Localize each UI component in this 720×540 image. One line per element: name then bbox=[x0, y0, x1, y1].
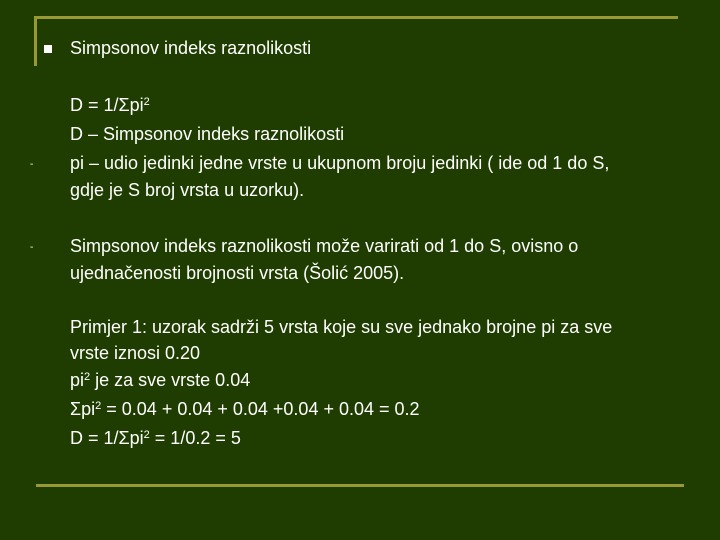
dash-bullet-icon: - bbox=[30, 242, 34, 253]
range-line2: ujednačenosti brojnosti vrsta (Šolić 2005). bbox=[70, 263, 405, 283]
dash-bullet-icon: - bbox=[30, 159, 34, 170]
range-line1: Simpsonov indeks raznolikosti može varirati od 1 do S, ovisno o bbox=[70, 236, 579, 256]
pi-definition-line2: gdje je S broj vrsta u uzorku). bbox=[70, 180, 305, 200]
top-rule bbox=[34, 16, 678, 19]
example-line4: Σpi$^2$ = 0.04 + 0.04 + 0.04 +0.04 + 0.04 = 0.2 bbox=[70, 399, 420, 419]
left-rule bbox=[34, 16, 37, 66]
example-line5: D = 1/Σpi$^2$ = 1/0.2 = 5 bbox=[70, 428, 241, 448]
slide-heading: Simpsonov indeks raznolikosti bbox=[70, 38, 312, 58]
example-line3: $pi^2$ je za sve vrste 0.04 bbox=[70, 370, 251, 390]
formula-line: D = 1/Σpi$^2$ bbox=[70, 95, 150, 115]
d-definition: D – Simpsonov indeks raznolikosti bbox=[70, 124, 345, 144]
square-bullet-icon bbox=[44, 45, 52, 53]
example-line1: Primjer 1: uzorak sadrži 5 vrsta koje su sve jednako brojne pi za sve bbox=[70, 317, 613, 337]
bottom-rule bbox=[36, 484, 684, 487]
pi-definition-line1: pi – udio jedinki jedne vrste u ukupnom broju jedinki ( ide od 1 do S, bbox=[70, 153, 610, 173]
example-line2: vrste iznosi 0.20 bbox=[70, 343, 201, 363]
